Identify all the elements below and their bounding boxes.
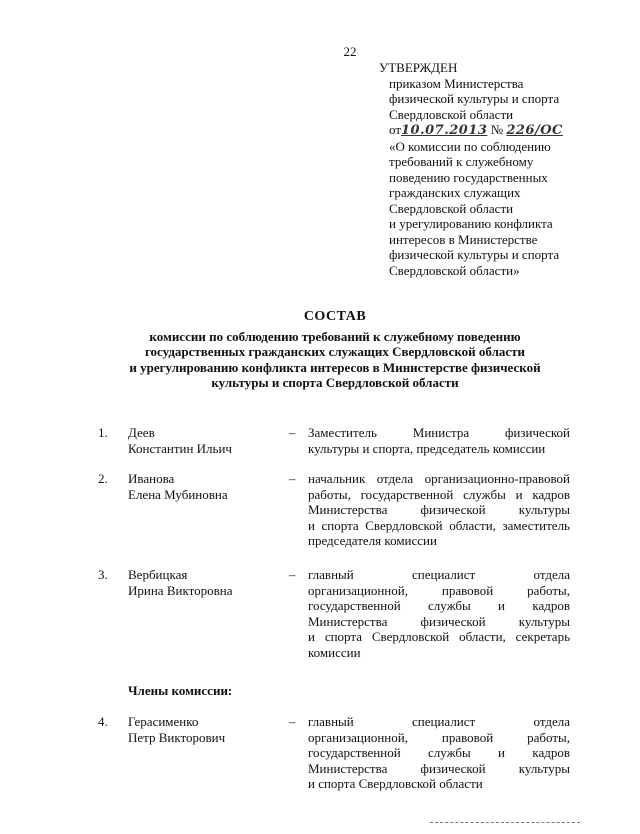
role-line: Министерства физической культуры [308,760,570,776]
title-line: государственных гражданских служащих Свердловской области [144,344,526,359]
document-title [100,309,570,391]
member-role [308,567,570,660]
subject-line: интересов в Министерстве [389,231,538,247]
member-number: 4. [98,714,108,729]
member-dash: – [289,567,296,582]
title-line: культуры и спорта Свердловской области [211,375,459,390]
role-line: государственной службы и кадров [308,598,570,613]
member-dash: – [289,714,296,729]
member-name [128,567,278,598]
role-line: Министерства физической культуры [308,613,570,629]
title-main: СОСТАВ [303,309,367,324]
member-role [308,471,570,549]
member-given-name: Петр Викторович [128,729,226,745]
order-date: 10.07.2013 [401,123,488,138]
approval-line: Свердловской области [389,106,514,122]
role-line: государственной службы и кадров [308,745,570,760]
member-surname: Иванова [128,471,175,486]
role-line: организационной, правовой работы, [308,729,570,745]
subject-line: требований к служебному [389,154,534,169]
members-heading: Члены комиссии: [128,683,233,698]
subject-line: Свердловской области» [389,262,520,278]
subject-line: Свердловской области [389,200,514,216]
member-number: 1. [98,425,108,440]
footer-rule [430,822,580,823]
page-number: 22 [343,44,357,59]
subject-line: «О комиссии по соблюдению [389,138,551,154]
role-line: и спорта Свердловской области, секретарь [308,629,570,644]
title-line: и урегулированию конфликта интересов в Министерстве физической [129,359,541,375]
subject-line: гражданских служащих [389,185,521,200]
member-role [308,425,570,456]
approval-line: физической культуры и спорта [389,91,560,106]
member-number: 2. [98,471,108,486]
member-number: 3. [98,567,108,582]
date-prefix: от [389,122,402,137]
role-line: главный специалист отдела [308,567,570,582]
approval-heading: УТВЕРЖДЕН [379,60,458,75]
member-given-name: Константин Ильич [128,440,232,456]
member-surname: Деев [128,425,155,440]
role-line: Заместитель Министра физической [308,425,570,440]
member-given-name: Елена Мубиновна [128,486,228,502]
role-line: культуры и спорта, председатель комиссии [308,440,546,456]
member-surname: Герасименко [128,714,199,729]
role-line: работы, государственной службы и кадров [308,486,570,502]
subject-line: поведению государственных [389,169,548,185]
member-role [308,714,570,792]
order-number: 226/ОС [506,123,563,138]
role-line: Министерства физической культуры [308,502,570,517]
approval-line: приказом Министерства [389,75,524,91]
member-name [128,425,278,456]
approval-stamp [379,60,589,278]
title-line: комиссии по соблюдению требований к служебному поведению [149,328,521,344]
order-date-number [379,122,589,139]
member-surname: Вербицкая [128,567,188,582]
role-line: и спорта Свердловской области, заместитель [308,517,570,533]
role-line: и спорта Свердловской области [308,776,483,791]
member-name [128,471,278,502]
member-given-name: Ирина Викторовна [128,582,233,598]
subject-line: физической культуры и спорта [389,247,560,262]
role-line: председателя комиссии [308,533,437,548]
subject-line: и урегулированию конфликта [389,216,553,231]
member-dash: – [289,471,296,486]
role-line: главный специалист отдела [308,714,570,729]
member-name [128,714,278,745]
role-line: организационной, правовой работы, [308,582,570,598]
number-sign: № [490,122,504,137]
member-dash: – [289,425,296,440]
role-line: начальник отдела организационно-правовой [308,471,570,486]
role-line: комиссии [308,644,361,660]
